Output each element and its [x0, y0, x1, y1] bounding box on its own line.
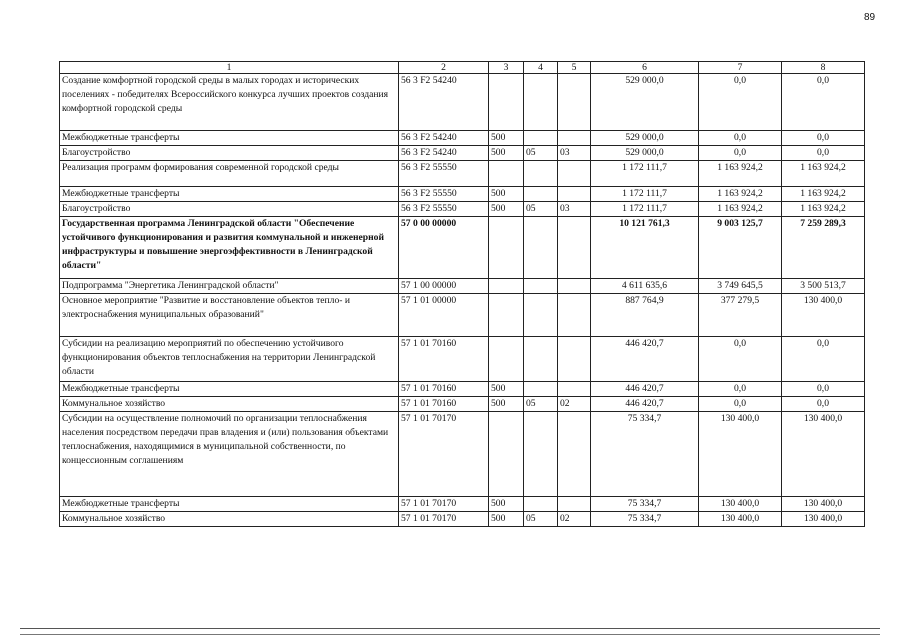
subsection [558, 279, 591, 294]
expense-type: 500 [489, 512, 524, 527]
amount-year-2: 130 400,0 [699, 412, 782, 497]
amount-year-3: 7 259 289,3 [782, 217, 865, 279]
amount-year-3: 130 400,0 [782, 412, 865, 497]
amount-year-1: 529 000,0 [591, 146, 699, 161]
column-number: 5 [558, 62, 591, 74]
row-name: Благоустройство [60, 146, 399, 161]
table-row [60, 146, 865, 161]
expense-type [489, 337, 524, 382]
amount-year-2: 0,0 [699, 131, 782, 146]
column-number: 6 [591, 62, 699, 74]
amount-year-3: 0,0 [782, 131, 865, 146]
target-code: 56 3 F2 54240 [399, 146, 489, 161]
subsection: 03 [558, 146, 591, 161]
expense-type: 500 [489, 146, 524, 161]
amount-year-2: 0,0 [699, 146, 782, 161]
subsection [558, 187, 591, 202]
target-code: 57 1 01 00000 [399, 294, 489, 337]
section [524, 161, 558, 187]
row-name: Государственная программа Ленинградской области "Обеспечение устойчивого функционирования и развития коммунальной и инженерной инфраструктуры и повышение энергоэффективности в Ленинградской области" [60, 217, 399, 279]
amount-year-2: 1 163 924,2 [699, 202, 782, 217]
subsection [558, 382, 591, 397]
target-code: 56 3 F2 54240 [399, 74, 489, 131]
amount-year-1: 887 764,9 [591, 294, 699, 337]
table-row [60, 74, 865, 131]
amount-year-1: 446 420,7 [591, 337, 699, 382]
amount-year-1: 529 000,0 [591, 131, 699, 146]
section: 05 [524, 146, 558, 161]
amount-year-3: 0,0 [782, 397, 865, 412]
column-number: 7 [699, 62, 782, 74]
amount-year-3: 0,0 [782, 74, 865, 131]
amount-year-2: 0,0 [699, 337, 782, 382]
amount-year-3: 0,0 [782, 146, 865, 161]
expense-type [489, 294, 524, 337]
row-name: Реализация программ формирования современной городской среды [60, 161, 399, 187]
column-number: 4 [524, 62, 558, 74]
subsection: 02 [558, 397, 591, 412]
amount-year-3: 0,0 [782, 337, 865, 382]
column-number: 2 [399, 62, 489, 74]
amount-year-2: 0,0 [699, 382, 782, 397]
subsection [558, 412, 591, 497]
amount-year-1: 1 172 111,7 [591, 187, 699, 202]
scan-edge-line [20, 634, 880, 635]
amount-year-1: 1 172 111,7 [591, 202, 699, 217]
amount-year-1: 446 420,7 [591, 397, 699, 412]
amount-year-1: 1 172 111,7 [591, 161, 699, 187]
target-code: 57 1 01 70160 [399, 382, 489, 397]
amount-year-3: 130 400,0 [782, 497, 865, 512]
amount-year-1: 75 334,7 [591, 512, 699, 527]
amount-year-3: 3 500 513,7 [782, 279, 865, 294]
subsection [558, 217, 591, 279]
row-name: Межбюджетные трансферты [60, 131, 399, 146]
amount-year-3: 1 163 924,2 [782, 187, 865, 202]
column-number: 3 [489, 62, 524, 74]
row-name: Субсидии на реализацию мероприятий по обеспечению устойчивого функционирования объектов теплоснабжения на территории Ленинградской области [60, 337, 399, 382]
subsection: 02 [558, 512, 591, 527]
target-code: 56 3 F2 54240 [399, 131, 489, 146]
expense-type: 500 [489, 382, 524, 397]
budget-table [59, 61, 865, 527]
amount-year-1: 75 334,7 [591, 497, 699, 512]
amount-year-2: 1 163 924,2 [699, 161, 782, 187]
amount-year-1: 446 420,7 [591, 382, 699, 397]
table-row [60, 397, 865, 412]
table-row [60, 131, 865, 146]
target-code: 57 1 01 70160 [399, 397, 489, 412]
amount-year-2: 377 279,5 [699, 294, 782, 337]
section: 05 [524, 512, 558, 527]
amount-year-1: 10 121 761,3 [591, 217, 699, 279]
expense-type [489, 412, 524, 497]
expense-type: 500 [489, 187, 524, 202]
section [524, 382, 558, 397]
expense-type [489, 74, 524, 131]
section [524, 497, 558, 512]
amount-year-2: 3 749 645,5 [699, 279, 782, 294]
section [524, 412, 558, 497]
section [524, 131, 558, 146]
row-name: Создание комфортной городской среды в малых городах и исторических поселениях - победителях Всероссийского конкурса лучших проектов создания комфортной городской среды [60, 74, 399, 131]
target-code: 56 3 F2 55550 [399, 202, 489, 217]
amount-year-1: 4 611 635,6 [591, 279, 699, 294]
amount-year-2: 130 400,0 [699, 512, 782, 527]
table-row [60, 294, 865, 337]
section: 05 [524, 202, 558, 217]
target-code: 56 3 F2 55550 [399, 161, 489, 187]
subsection [558, 497, 591, 512]
amount-year-1: 75 334,7 [591, 412, 699, 497]
row-name: Межбюджетные трансферты [60, 497, 399, 512]
amount-year-2: 0,0 [699, 74, 782, 131]
table-row [60, 217, 865, 279]
column-number-row [60, 62, 865, 74]
subsection: 03 [558, 202, 591, 217]
table-row [60, 161, 865, 187]
expense-type: 500 [489, 497, 524, 512]
row-name: Субсидии на осуществление полномочий по организации теплоснабжения населения посредством передачи прав владения и (или) пользования объектами теплоснабжения, находящимися в муниципальной собственности, по концессионным соглашениям [60, 412, 399, 497]
target-code: 57 1 00 00000 [399, 279, 489, 294]
amount-year-3: 0,0 [782, 382, 865, 397]
subsection [558, 337, 591, 382]
amount-year-3: 1 163 924,2 [782, 202, 865, 217]
target-code: 57 1 01 70170 [399, 412, 489, 497]
section [524, 187, 558, 202]
section [524, 279, 558, 294]
expense-type: 500 [489, 397, 524, 412]
amount-year-2: 1 163 924,2 [699, 187, 782, 202]
row-name: Благоустройство [60, 202, 399, 217]
row-name: Коммунальное хозяйство [60, 397, 399, 412]
subsection [558, 74, 591, 131]
row-name: Коммунальное хозяйство [60, 512, 399, 527]
amount-year-2: 9 003 125,7 [699, 217, 782, 279]
subsection [558, 131, 591, 146]
section [524, 294, 558, 337]
expense-type: 500 [489, 202, 524, 217]
table-row [60, 187, 865, 202]
row-name: Подпрограмма "Энергетика Ленинградской области" [60, 279, 399, 294]
amount-year-3: 1 163 924,2 [782, 161, 865, 187]
row-name: Основное мероприятие "Развитие и восстановление объектов тепло- и электроснабжения муниципальных образований" [60, 294, 399, 337]
section [524, 217, 558, 279]
page-number: 89 [864, 12, 876, 23]
subsection [558, 294, 591, 337]
scan-edge-line [20, 628, 880, 629]
table-row [60, 337, 865, 382]
table-row [60, 497, 865, 512]
table-row [60, 202, 865, 217]
target-code: 57 1 01 70170 [399, 497, 489, 512]
amount-year-3: 130 400,0 [782, 294, 865, 337]
target-code: 57 1 01 70170 [399, 512, 489, 527]
table-row [60, 382, 865, 397]
section: 05 [524, 397, 558, 412]
subsection [558, 161, 591, 187]
column-number: 8 [782, 62, 865, 74]
target-code: 56 3 F2 55550 [399, 187, 489, 202]
row-name: Межбюджетные трансферты [60, 187, 399, 202]
expense-type: 500 [489, 131, 524, 146]
column-number: 1 [60, 62, 399, 74]
amount-year-1: 529 000,0 [591, 74, 699, 131]
table-row [60, 279, 865, 294]
expense-type [489, 217, 524, 279]
section [524, 74, 558, 131]
table-body [60, 62, 865, 527]
amount-year-2: 130 400,0 [699, 497, 782, 512]
expense-type [489, 279, 524, 294]
target-code: 57 0 00 00000 [399, 217, 489, 279]
amount-year-3: 130 400,0 [782, 512, 865, 527]
amount-year-2: 0,0 [699, 397, 782, 412]
section [524, 337, 558, 382]
table-row [60, 412, 865, 497]
expense-type [489, 161, 524, 187]
table-row [60, 512, 865, 527]
target-code: 57 1 01 70160 [399, 337, 489, 382]
row-name: Межбюджетные трансферты [60, 382, 399, 397]
